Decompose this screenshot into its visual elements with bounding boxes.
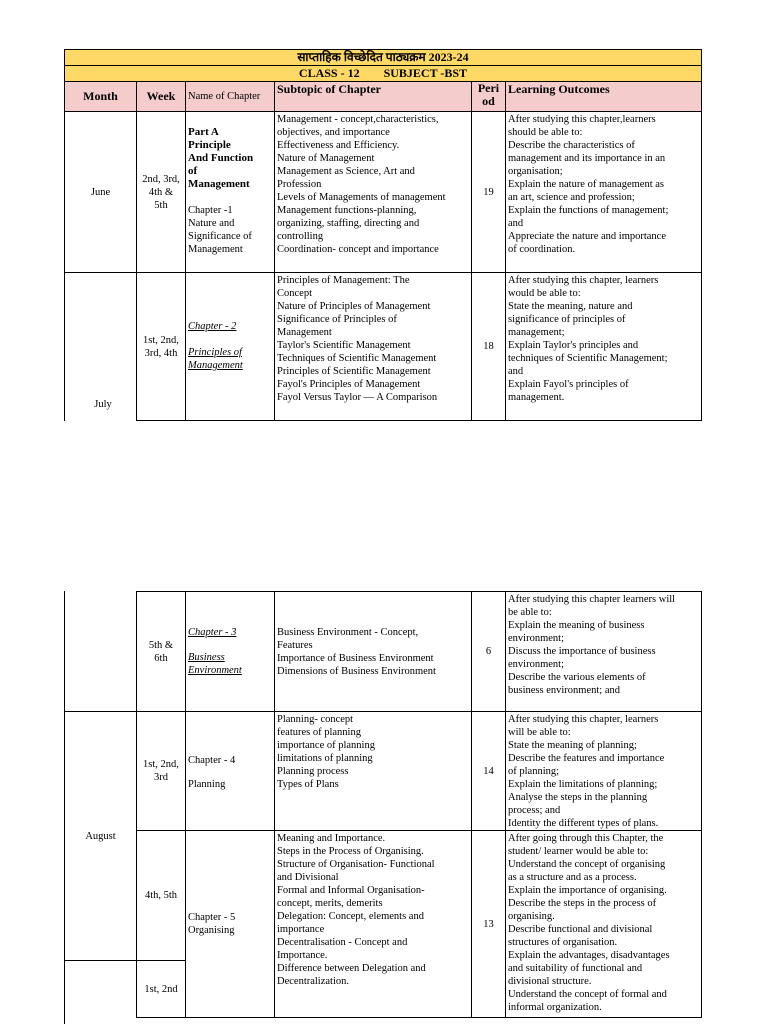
subtopic-cell: Planning- concept features of planning importance of planning limitations of planning Planning process Types of Plans	[274, 711, 472, 831]
header-week: Week	[136, 81, 186, 112]
header-subtopic: Subtopic of Chapter	[274, 81, 472, 112]
month-cell: August	[64, 711, 137, 961]
month-cell-continued	[64, 960, 137, 1024]
chapter-cell	[185, 272, 275, 421]
week-cell: 1st, 2nd, 3rd	[136, 711, 186, 831]
chapter-name: Planning	[188, 779, 226, 790]
period-cell: 19	[471, 111, 506, 273]
chapter-cell	[185, 711, 275, 831]
period-cell: 18	[471, 272, 506, 421]
period-cell: 14	[471, 711, 506, 831]
subtopic-cell: Business Environment - Concept, Features Importance of Business Environment Dimensions of Business Environment	[274, 591, 472, 712]
chapter-cell	[185, 830, 275, 1018]
outcomes-cell: After going through this Chapter, the student/ learner would be able to: Understand the concept of organising as a structure and as a process. Explain the importance of organising. Describe the steps in the process of organising. Describe functional and divisional structures of organisation. Explain the advantages, disadvantages and suitability of functional and divisional structure. Understand the concept of formal and informal organization.	[505, 830, 702, 1018]
chapter-part-label: Part A Principle And Function of Management	[188, 126, 254, 190]
week-cell: 1st, 2nd, 3rd, 4th	[136, 272, 186, 421]
week-cell: 1st, 2nd	[136, 960, 186, 1018]
period-cell: 6	[471, 591, 506, 712]
header-outcomes: Learning Outcomes	[505, 81, 702, 112]
week-cell: 4th, 5th	[136, 830, 186, 961]
header-chapter: Name of Chapter	[185, 81, 275, 112]
week-cell: 5th & 6th	[136, 591, 186, 712]
chapter-cell	[185, 111, 275, 273]
month-cell	[64, 272, 137, 421]
header-month: Month	[64, 81, 137, 112]
chapter-name: Chapter -1 Nature and Significance of Management	[188, 205, 252, 255]
chapter-name: Principles of Management	[188, 347, 243, 371]
header-period: Peri od	[471, 81, 506, 112]
subtopic-cell: Management - concept,characteristics, objectives, and importance Effectiveness and Efficiency. Nature of Management Management as Science, Art and Profession Levels of Managements of management Management functions-planning, organizing, staffing, directing and controlling Coordination- concept and importance	[274, 111, 472, 273]
outcomes-cell: After studying this chapter learners will be able to: Explain the meaning of business environment; Discuss the importance of business environment; Describe the various elements of business environment; and	[505, 591, 702, 712]
month-label: July	[94, 399, 112, 410]
outcomes-cell: After studying this chapter, learners will be able to: State the meaning of planning; Describe the features and importance of planning; Explain the limitations of planning; Analyse the steps in the planning process; and Identity the different types of plans.	[505, 711, 702, 831]
class-subject-line: CLASS - 12 SUBJECT -BST	[64, 65, 702, 82]
outcomes-cell: After studying this chapter,learners should be able to: Describe the characteristics of management and its importance in an organisation; Explain the nature of management as an art, science and profession; Explain the functions of management; and Appreciate the nature and importance of coordination.	[505, 111, 702, 273]
chapter-number-link: Chapter - 2	[188, 321, 237, 332]
subtopic-cell: Meaning and Importance. Steps in the Process of Organising. Structure of Organisation- Functional and Divisional Formal and Informal Organisation- concept, merits, demerits Delegation: Concept, elements and importance Decentralisation - Concept and Importance. Difference between Delegation and Decentralization.	[274, 830, 472, 1018]
chapter-number: Chapter - 4	[188, 755, 236, 766]
chapter-name: Business Environment	[188, 652, 242, 676]
month-cell-continued	[64, 591, 137, 712]
chapter-name: Organising	[188, 925, 235, 936]
chapter-number: Chapter - 5	[188, 912, 236, 923]
chapter-number-link: Chapter - 3	[188, 627, 237, 638]
month-cell: June	[64, 111, 137, 273]
week-cell: 2nd, 3rd, 4th & 5th	[136, 111, 186, 273]
outcomes-cell: After studying this chapter, learners would be able to: State the meaning, nature and significance of principles of management; Explain Taylor's principles and techniques of Scientific Management; and Explain Fayol's principles of management.	[505, 272, 702, 421]
chapter-cell	[185, 591, 275, 712]
subtopic-cell: Principles of Management: The Concept Nature of Principles of Management Significance of Principles of Management Taylor's Scientific Management Techniques of Scientific Management Principles of Scientific Management Fayol's Principles of Management Fayol Versus Taylor — A Comparison	[274, 272, 472, 421]
table-title: साप्ताहिक विच्छेदित पाठ्यक्रम 2023-24	[64, 49, 702, 66]
period-cell: 13	[471, 830, 506, 1018]
